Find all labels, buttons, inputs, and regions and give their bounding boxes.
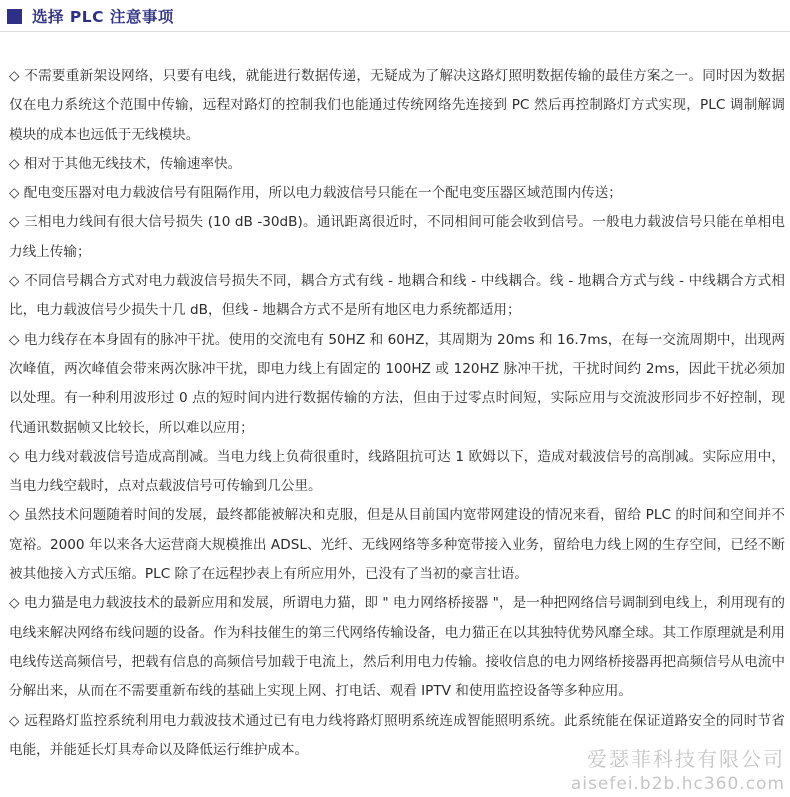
paragraph-9: ◇ 电力猫是电力载波技术的最新应用和发展，所谓电力猫，即 " 电力网络桥接器 "，是一种把网络信号调制到电线上，利用现有的电线来解决网络布线问题的设备。作为科技催生的第三代网络传输设备，电力猫正在以其独特优势风靡全球。其工作原理就是利用电线传送高频信号，把载有信息的高频信号加载于电流上，然后利用电力传输。接收信息的电力网络桥接器再把高频信号从电流中分解出来，从而在不需要重新布线的基础上实现上网、打电话、观看 IPTV 和使用监控设备等多种应用。 <box>9 595 785 700</box>
article-body <box>9 62 785 765</box>
page-title: 选择 PLC 注意事项 <box>32 8 174 26</box>
section-header <box>7 5 174 27</box>
paragraph-7: ◇ 电力线对载波信号造成高削减。当电力线上负荷很重时，线路阻抗可达 1 欧姆以下，造成对载波信号的高削减。实际应用中，当电力线空载时，点对点载波信号可传输到几公里。 <box>9 448 785 495</box>
paragraph-6: ◇ 电力线存在本身固有的脉冲干扰。使用的交流电有 50HZ 和 60HZ，其周期为 20ms 和 16.7ms，在每一交流周期中，出现两次峰值，两次峰值会带来两次脉冲干扰，即电力线上有固定的 100HZ 或 120HZ 脉冲干扰，干扰时间约 2ms，因此干扰必须加以处理。有一种利用波形过 0 点的短时间内进行数据传输的方法，但由于过零点时间短，实际应用与交流波形同步不好控制，现代通讯数据帧又比较长，所以难以应用； <box>9 331 785 436</box>
paragraph-10: ◇ 远程路灯监控系统利用电力载波技术通过已有电力线将路灯照明系统连成智能照明系统。此系统能在保证道路安全的同时节省电能，并能延长灯具寿命以及降低运行维护成本。 <box>9 712 785 758</box>
paragraph-8: ◇ 虽然技术问题随着时间的发展，最终都能被解决和克服，但是从目前国内宽带网建设的情况来看，留给 PLC 的时间和空间并不宽裕。2000 年以来各大运营商大规模推出 ADSL、光纤、无线网络等多种宽带接入业务，留给电力线上网的生存空间，已经不断被其他接入方式压缩。PLC 除了在远程抄表上有所应用外，已没有了当初的豪言壮语。 <box>9 507 785 583</box>
title-marker-icon <box>7 9 22 24</box>
paragraph-5: ◇ 不同信号耦合方式对电力载波信号损失不同，耦合方式有线 - 地耦合和线 - 中线耦合。线 - 地耦合方式与线 - 中线耦合方式相比，电力载波信号少损失十几 dB，但线 - 地耦合方式不是所有地区电力系统都适用； <box>9 273 785 319</box>
watermark-company: 爱瑟菲科技有限公司 <box>587 747 785 771</box>
paragraph-3: ◇ 配电变压器对电力载波信号有阻隔作用，所以电力载波信号只能在一个配电变压器区域范围内传送； <box>9 185 622 202</box>
watermark-url: aisefei.b2b.hc360.com <box>570 774 785 794</box>
paragraph-1: ◇ 不需要重新架设网络，只要有电线，就能进行数据传递，无疑成为了解决这路灯照明数据传输的最佳方案之一。同时因为数据仅在电力系统这个范围中传输，远程对路灯的控制我们也能通过传统网络先连接到 PC 然后再控制路灯方式实现，PLC 调制解调模块的成本也远低于无线模块。 <box>9 68 785 143</box>
paragraph-2: ◇ 相对于其他无线技术，传输速率快。 <box>9 155 242 172</box>
header-divider <box>0 31 790 32</box>
paragraph-4: ◇ 三相电力线间有很大信号损失 (10 dB -30dB)。通讯距离很近时，不同相间可能会收到信号。一般电力载波信号只能在单相电力线上传输； <box>9 214 785 260</box>
